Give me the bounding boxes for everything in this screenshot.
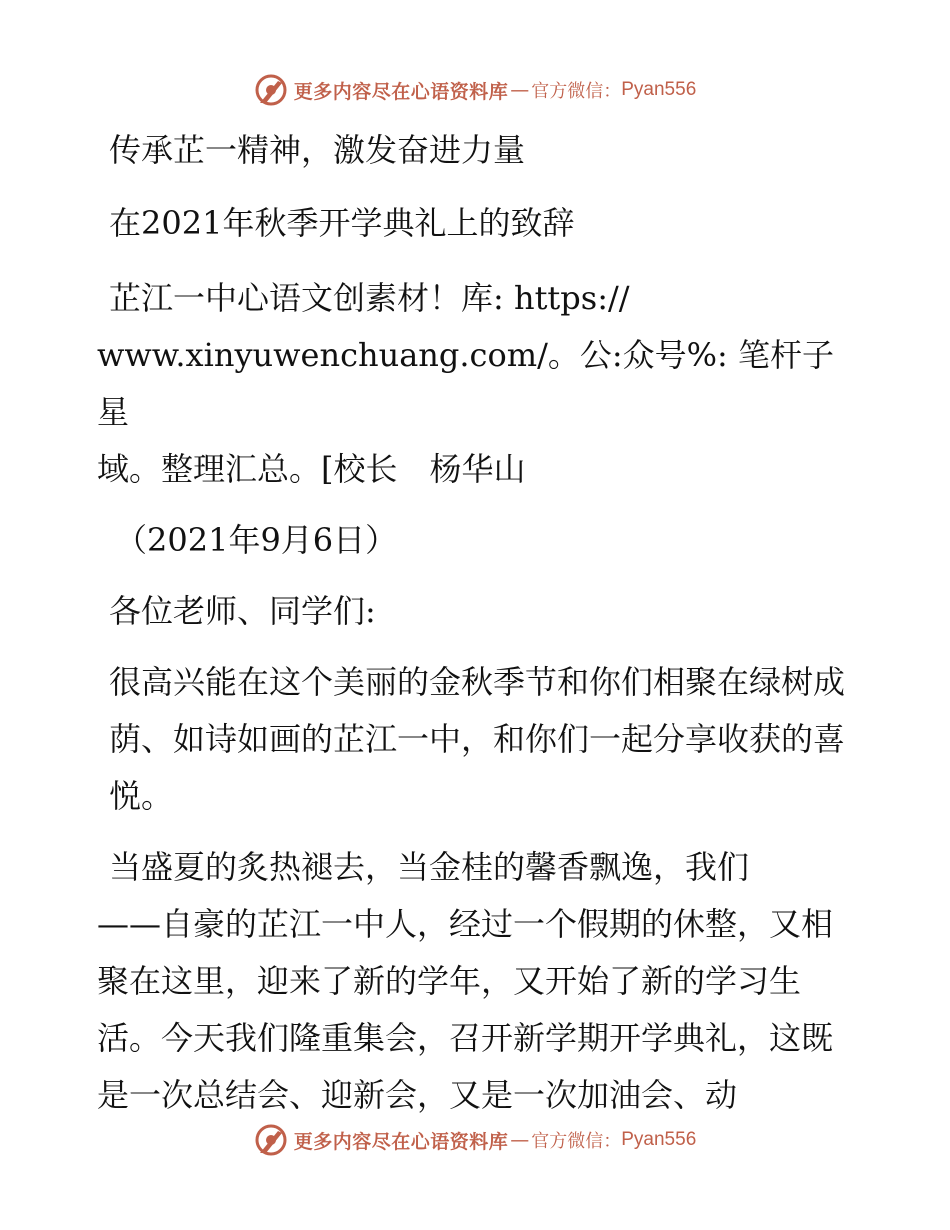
speech-date: （2021年9月6日） bbox=[115, 521, 398, 559]
source-line: 芷江一中心语文创素材！库: https:// bbox=[109, 279, 630, 317]
banner-wechat-label: 官方微信： bbox=[531, 81, 622, 102]
quill-logo-icon bbox=[254, 73, 288, 107]
source-note bbox=[97, 270, 857, 498]
banner-wechat-id: Pyan556 bbox=[621, 1129, 697, 1150]
paragraph: 很高兴能在这个美丽的金秋季节和你们相聚在绿树成荫、如诗如画的芷江一中，和你们一起分享收获的喜悦。 bbox=[109, 663, 846, 815]
greeting: 各位老师、同学们: bbox=[109, 592, 376, 630]
banner-wechat-label: 官方微信： bbox=[531, 1131, 622, 1152]
document-subtitle: 在2021年秋季开学典礼上的致辞 bbox=[109, 204, 575, 242]
document-title: 传承芷一精神，激发奋进力量 bbox=[109, 131, 526, 169]
banner-main-text: 更多内容尽在心语资料库 bbox=[293, 1130, 509, 1153]
paragraph bbox=[97, 839, 857, 1124]
banner-separator: — bbox=[510, 1129, 530, 1151]
banner-wechat-id: Pyan556 bbox=[621, 79, 697, 100]
paragraph-text: ——自豪的芷江一中人，经过一个假期的休整，又相聚在这里，迎来了新的学年，又开始了新的学习生活。今天我们隆重集会，召开新学期开学典礼，这既是一次总结会、迎新会，又是一次加油会、动 bbox=[97, 905, 834, 1114]
document-body bbox=[97, 122, 857, 1136]
quill-logo-icon bbox=[254, 1123, 288, 1157]
source-line: www.xinyuwenchuang.com/。公:众号%: 笔杆子星 bbox=[97, 336, 835, 431]
footer-watermark-banner bbox=[0, 1120, 950, 1160]
banner-main-text: 更多内容尽在心语资料库 bbox=[293, 80, 509, 103]
header-watermark-banner bbox=[0, 70, 950, 110]
paragraph-line: 当盛夏的炙热褪去，当金桂的馨香飘逸，我们 bbox=[109, 848, 750, 886]
source-line: 域。整理汇总。[校长 杨华山 bbox=[97, 450, 526, 488]
banner-separator: — bbox=[510, 79, 530, 101]
